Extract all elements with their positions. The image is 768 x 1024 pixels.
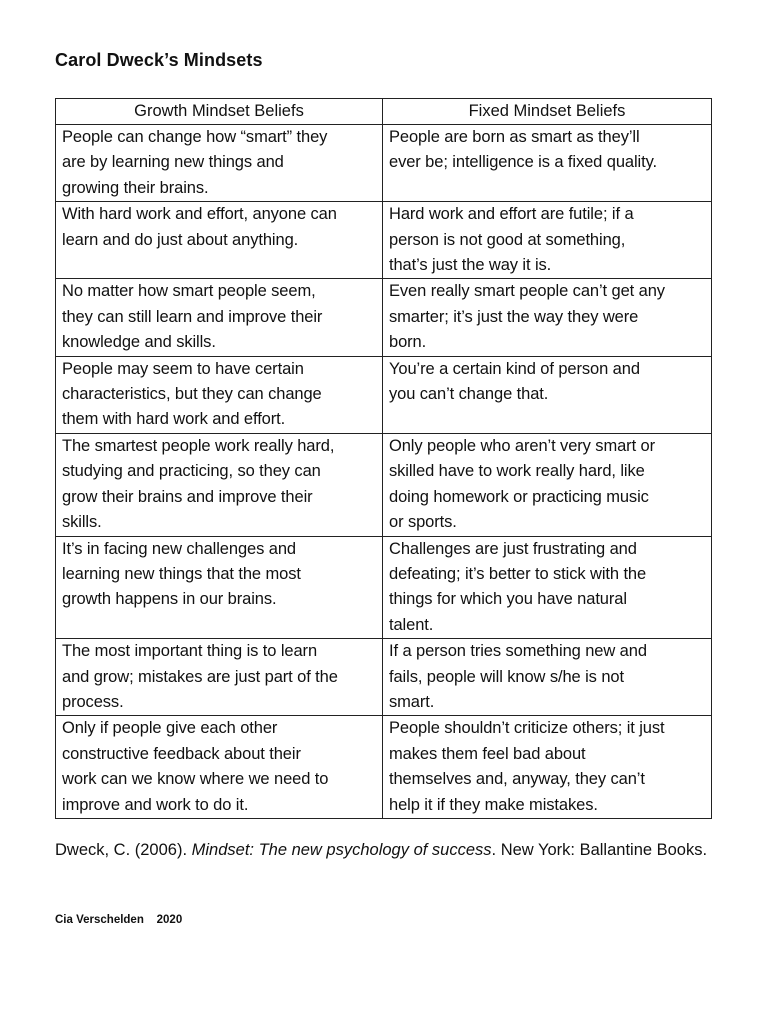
table-row xyxy=(56,125,712,202)
table-row xyxy=(56,536,712,639)
growth-belief-cell: No matter how smart people seem, they can still learn and improve their knowledge and skills. xyxy=(56,279,383,356)
footer-credit: Cia Verschelden 2020 xyxy=(55,914,183,926)
citation-book-title: Mindset: The new psychology of success xyxy=(191,841,492,859)
citation-suffix: . New York: Ballantine Books. xyxy=(491,841,708,859)
header-growth-mindset: Growth Mindset Beliefs xyxy=(56,99,383,125)
mindset-comparison-table xyxy=(55,98,712,819)
growth-belief-cell: With hard work and effort, anyone can learn and do just about anything. xyxy=(56,202,383,279)
growth-belief-cell: People can change how “smart” they are by learning new things and growing their brains. xyxy=(56,125,383,202)
table-row xyxy=(56,639,712,716)
fixed-belief-cell: Even really smart people can’t get any smarter; it’s just the way they were born. xyxy=(383,279,712,356)
fixed-belief-cell: You’re a certain kind of person and you can’t change that. xyxy=(383,356,712,433)
table-row xyxy=(56,279,712,356)
growth-belief-cell: The smartest people work really hard, studying and practicing, so they can grow their brains and improve their skills. xyxy=(56,433,383,536)
fixed-belief-cell: People shouldn’t criticize others; it just makes them feel bad about themselves and, anyway, they can’t help it if they make mistakes. xyxy=(383,716,712,819)
document-title: Carol Dweck’s Mindsets xyxy=(55,50,263,70)
fixed-belief-cell: Hard work and effort are futile; if a person is not good at something, that’s just the way it is. xyxy=(383,202,712,279)
fixed-belief-cell: Only people who aren’t very smart or skilled have to work really hard, like doing homework or practicing music or sports. xyxy=(383,433,712,536)
citation-prefix: Dweck, C. (2006). xyxy=(55,841,192,859)
fixed-belief-cell: Challenges are just frustrating and defeating; it’s better to stick with the things for which you have natural talent. xyxy=(383,536,712,639)
table-row xyxy=(56,716,712,819)
fixed-belief-cell: People are born as smart as they’ll ever be; intelligence is a fixed quality. xyxy=(383,125,712,202)
fixed-belief-cell: If a person tries something new and fails, people will know s/he is not smart. xyxy=(383,639,712,716)
table-row xyxy=(56,202,712,279)
table-row xyxy=(56,433,712,536)
growth-belief-cell: Only if people give each other constructive feedback about their work can we know where we need to improve and work to do it. xyxy=(56,716,383,819)
header-fixed-mindset: Fixed Mindset Beliefs xyxy=(383,99,712,125)
growth-belief-cell: The most important thing is to learn and grow; mistakes are just part of the process. xyxy=(56,639,383,716)
table-header-row xyxy=(56,99,712,125)
growth-belief-cell: It’s in facing new challenges and learning new things that the most growth happens in our brains. xyxy=(56,536,383,639)
citation xyxy=(55,838,725,863)
growth-belief-cell: People may seem to have certain characteristics, but they can change them with hard work and effort. xyxy=(56,356,383,433)
table-row xyxy=(56,356,712,433)
